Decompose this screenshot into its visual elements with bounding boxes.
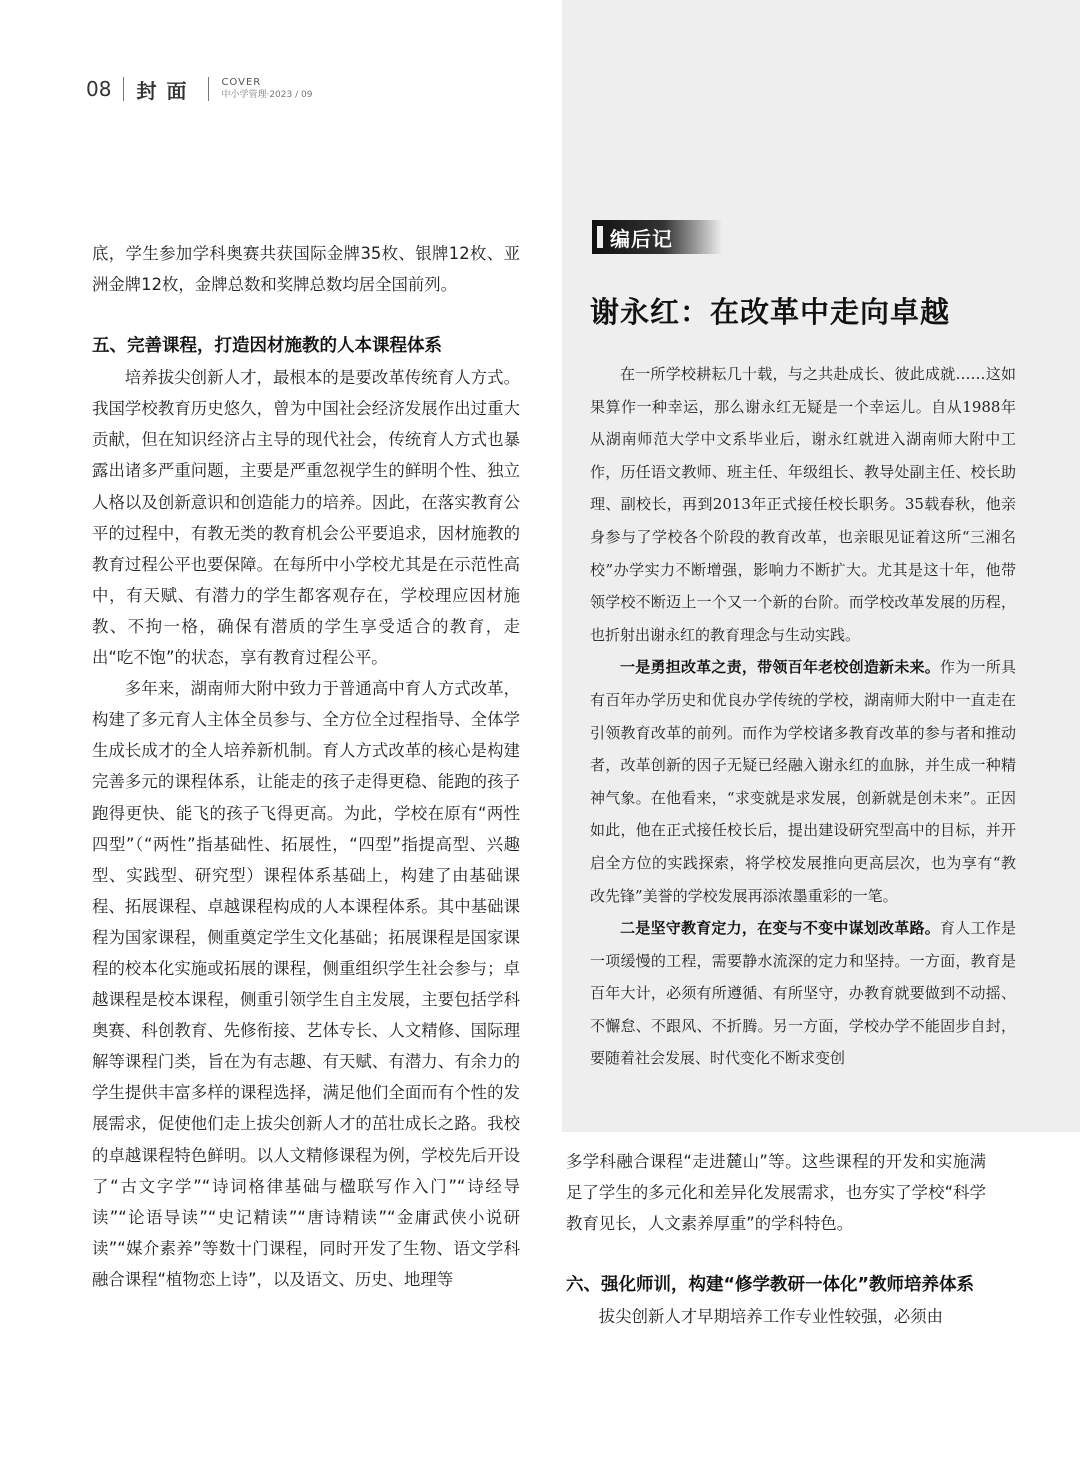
paragraph-continued: 底，学生参加学科奥赛共获国际金牌35枚、银牌12枚、亚洲金牌12枚，金牌总数和奖牌总数均居全国前列。: [92, 244, 520, 295]
section-heading-6: 六、强化师训，构建“修学教研一体化”教师培养体系: [566, 1275, 975, 1296]
tag-mark: [597, 226, 603, 248]
editorial-body: [590, 358, 1016, 1075]
header-divider-2: [208, 77, 209, 101]
editorial-lead: 二是坚守教育定力，在变与不变中谋划改革路。: [620, 919, 941, 938]
cover-label: COVER: [221, 77, 262, 88]
paragraph: 多学科融合课程“走进麓山”等。这些课程的开发和实施满足了学生的多元化和差异化发展需求，也夯实了学校“科学教育见长，人文素养厚重”的学科特色。: [566, 1152, 986, 1234]
paragraph: 培养拔尖创新人才，最根本的是要改革传统育人方式。我国学校教育历史悠久，曾为中国社会经济发展作出过重大贡献，但在知识经济占主导的现代社会，传统育人方式也暴露出诸多严重问题，主要是严重忽视学生的鲜明个性、独立人格以及创新意识和创造能力的培养。因此，在落实教育公平的过程中，有教无类的教育机会公平要追求，因材施教的教育过程公平也要保障。在每所中小学校尤其是在示范性高中，有天赋、有潜力的学生都客观存在，学校理应因材施教、不拘一格，确保有潜质的学生享受适合的教育，走出“吃不饱”的状态，享有教育过程公平。: [92, 368, 520, 668]
header-meta: [221, 77, 312, 101]
editorial-paragraph: 一是勇担改革之责，带领百年老校创造新未来。作为一所具有百年办学历史和优良办学传统的学校，湖南师大附中一直走在引领教育改革的前列。而作为学校诸多教育改革的参与者和推动者，改革创新的因子无疑已经融入谢永红的血脉，并生成一种精神气象。在他看来，“求变就是求发展，创新就是创未来”。正因如此，他在正式接任校长后，提出建设研究型高中的目标，并开启全方位的实践探索，将学校发展推向更高层次，也为享有“教改先锋”美誉的学校发展再添浓墨重彩的一笔。: [590, 658, 1016, 905]
paragraph: 多年来，湖南师大附中致力于普通高中育人方式改革，构建了多元育人主体全员参与、全方位全过程指导、全体学生成长成才的全人培养新机制。育人方式改革的核心是构建完善多元的课程体系，让能走的孩子走得更稳、能跑的孩子跑得更快、能飞的孩子飞得更高。为此，学校在原有“两性四型”（“两性”指基础性、拓展性，“四型”指提高型、兴趣型、实践型、研究型）课程体系基础上，构建了由基础课程、拓展课程、卓越课程构成的人本课程体系。其中基础课程为国家课程，侧重奠定学生文化基础；拓展课程是国家课程的校本化实施或拓展的课程，侧重组织学生社会参与；卓越课程是校本课程，侧重引领学生自主发展，主要包括学科奥赛、科创教育、先修衔接、艺体专长、人文精修、国际理解等课程门类，旨在为有志趣、有天赋、有潜力、有余力的学生提供丰富多样的课程选择，满足他们全面而有个性的发展需求，促使他们走上拔尖创新人才的茁壮成长之路。我校的卓越课程特色鲜明。以人文精修课程为例，学校先后开设了“古文字学”“诗词格律基础与楹联写作入门”“诗经导读”“论语导读”“史记精读”“唐诗精读”“金庸武侠小说研读”“媒介素养”等数十门课程，同时开发了生物、语文学科融合课程“植物恋上诗”，以及语文、历史、地理等: [92, 679, 520, 1289]
right-column: [566, 1146, 986, 1332]
editorial-panel: [562, 0, 1080, 1132]
editorial-lead: 一是勇担改革之责，带领百年老校创造新未来。: [620, 658, 941, 677]
magazine-issue: 中小学管理·2023 / 09: [221, 90, 313, 100]
left-column: [92, 238, 520, 1295]
editorial-paragraph: 二是坚守教育定力，在变与不变中谋划改革路。育人工作是一项缓慢的工程，需要静水流深的定力和坚持。一方面，教育是百年大计，必须有所遵循、有所坚守，办教育就要做到不动摇、不懈怠、不跟风、不折腾。另一方面，学校办学不能固步自封，要随着社会发展、时代变化不断求变创: [590, 919, 1016, 1068]
page-header: [86, 72, 312, 106]
header-divider: [123, 77, 124, 101]
editorial-tag-label: 编后记: [610, 227, 673, 251]
paragraph: 拔尖创新人才早期培养工作专业性较强，必须由: [598, 1307, 943, 1327]
section-name: 封面: [136, 78, 197, 103]
page-number: 08: [86, 77, 112, 101]
section-heading-5: 五、完善课程，打造因材施教的人本课程体系: [92, 336, 442, 357]
editorial-title: 谢永红：在改革中走向卓越: [590, 295, 951, 329]
editorial-tag: [592, 220, 722, 254]
editorial-paragraph: 在一所学校耕耘几十载，与之共赴成长、彼此成就……这如果算作一种幸运，那么谢永红无疑是一个幸运儿。自从1988年从湖南师范大学中文系毕业后，谢永红就进入湖南师大附中工作，历任语文教师、班主任、年级组长、教导处副主任、校长助理、副校长，再到2013年正式接任校长职务。35载春秋，他亲身参与了学校各个阶段的教育改革，也亲眼见证着这所“三湘名校”办学实力不断增强，影响力不断扩大。尤其是这十年，他带领学校不断迈上一个又一个新的台阶。而学校改革发展的历程，也折射出谢永红的教育理念与生动实践。: [590, 365, 1016, 644]
